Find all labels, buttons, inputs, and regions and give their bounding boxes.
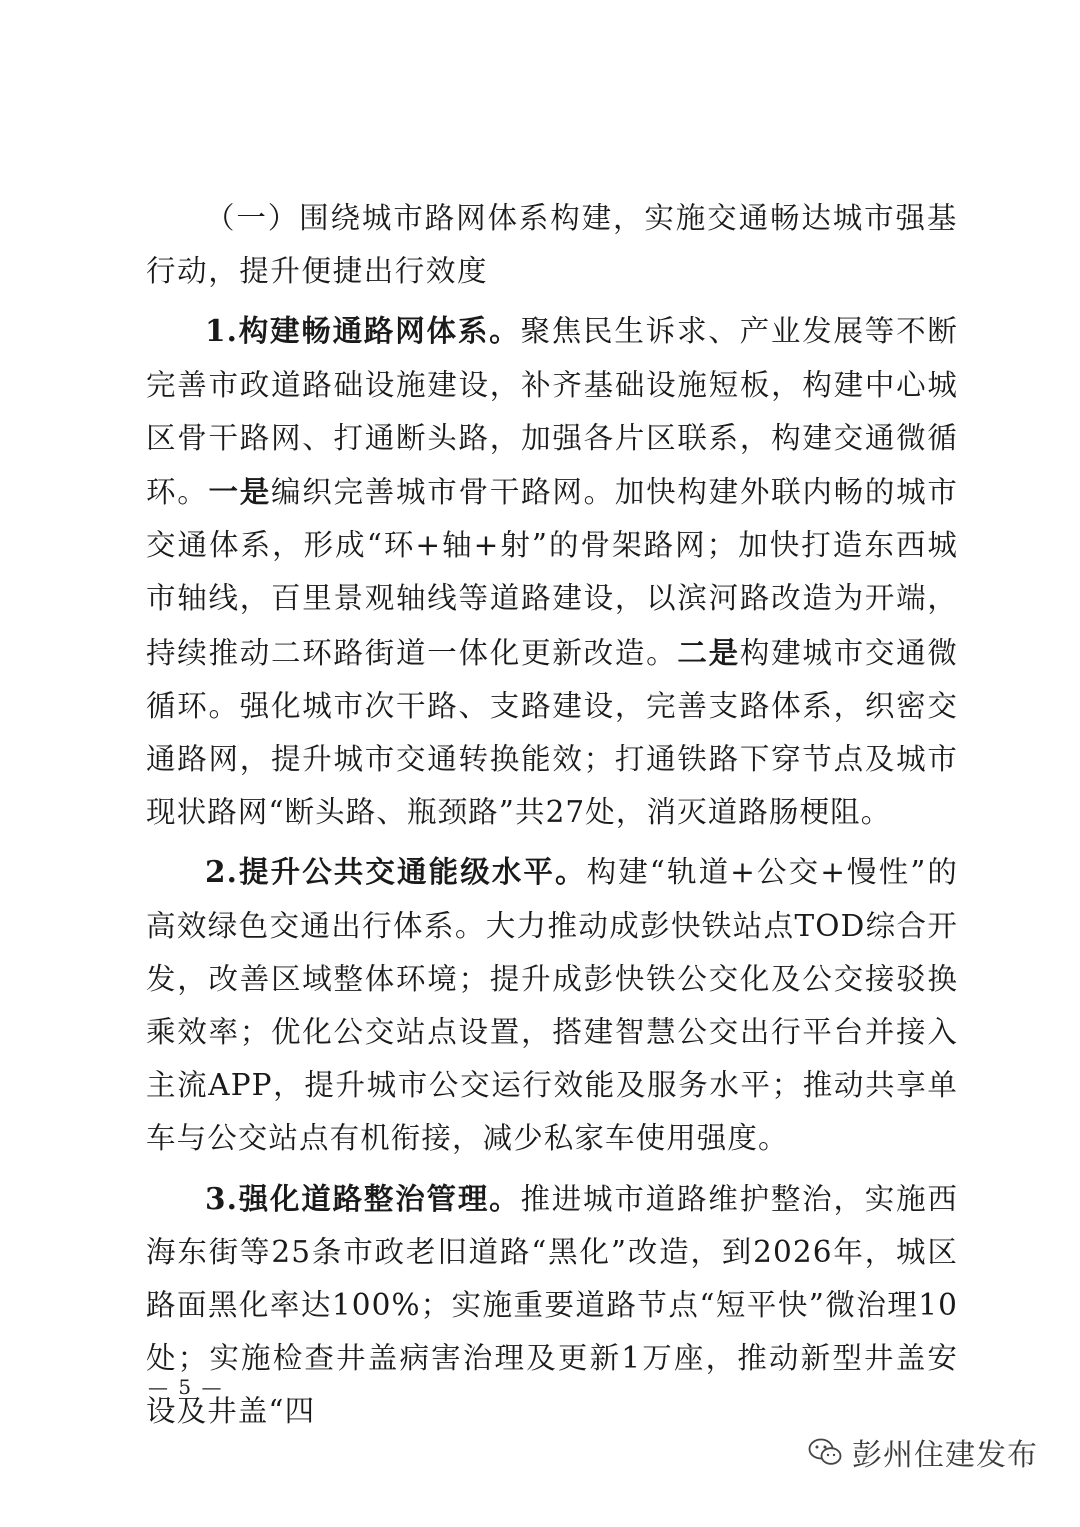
watermark (808, 1428, 1038, 1476)
paragraph-1-title: 1.构建畅通路网体系。 (205, 313, 521, 349)
paragraph-1-text-first: 编织完善城市骨干路网。加快构建外联内畅的城市交通体系，形成“环+轴+射”的骨架路网；加快打造东西城市轴线，百里景观轴线等道路建设，以滨河路改造为开端，持续推动二环路街道一体化更新改造。 (146, 475, 958, 670)
paragraph-1-marker-second: 二是 (677, 634, 740, 670)
paragraph-3-text: 推进城市道路维护整治，实施西海东街等25条市政老旧道路“黑化”改造，到2026年，城区路面黑化率达100%；实施重要道路节点“短平快”微治理10处；实施检查井盖病害治理及更新1万座，推动新型井盖安设及井盖“四 (146, 1181, 958, 1429)
page-number: — 5 — (148, 1375, 224, 1399)
paragraph-1-text: 聚焦民生诉求、产业发展等不断完善市政道路础设施建设，补齐基础设施短板，构建中心城区骨干路网、打通断头路，加强各片区联系，构建交通微循环。 (146, 314, 958, 510)
wechat-icon (808, 1437, 842, 1467)
paragraph-1-text-second: 构建城市交通微循环。强化城市次干路、支路建设，完善支路体系，织密交通路网，提升城市交通转换能效；打通铁路下穿节点及城市现状路网“断头路、瓶颈路”共27处，消灭道路肠梗阻。 (146, 635, 959, 830)
paragraph-1 (146, 304, 958, 839)
paragraph-2-title: 2.提升公共交通能级水平。 (205, 854, 587, 890)
paragraph-1-marker-first: 一是 (208, 474, 272, 510)
paragraph-2-text: 构建“轨道+公交+慢性”的高效绿色交通出行体系。大力推动成彭快铁站点TOD综合开发，改善区域整体环境；提升成彭快铁公交化及公交接驳换乘效率；优化公交站点设置，搭建智慧公交出行平台并接入主流APP，提升城市公交运行效能及服务水平；推动共享单车与公交站点有机衔接，减少私家车使用强度。 (146, 855, 958, 1156)
section-heading: （一）围绕城市路网体系构建，实施交通畅达城市强基行动，提升便捷出行效度 (146, 201, 958, 289)
paragraph-3 (146, 1172, 958, 1439)
paragraph-2 (146, 845, 958, 1165)
watermark-text: 彭州住建发布 (852, 1438, 1038, 1473)
document-body (146, 192, 958, 1439)
paragraph-3-title: 3.强化道路整治管理。 (205, 1180, 521, 1216)
